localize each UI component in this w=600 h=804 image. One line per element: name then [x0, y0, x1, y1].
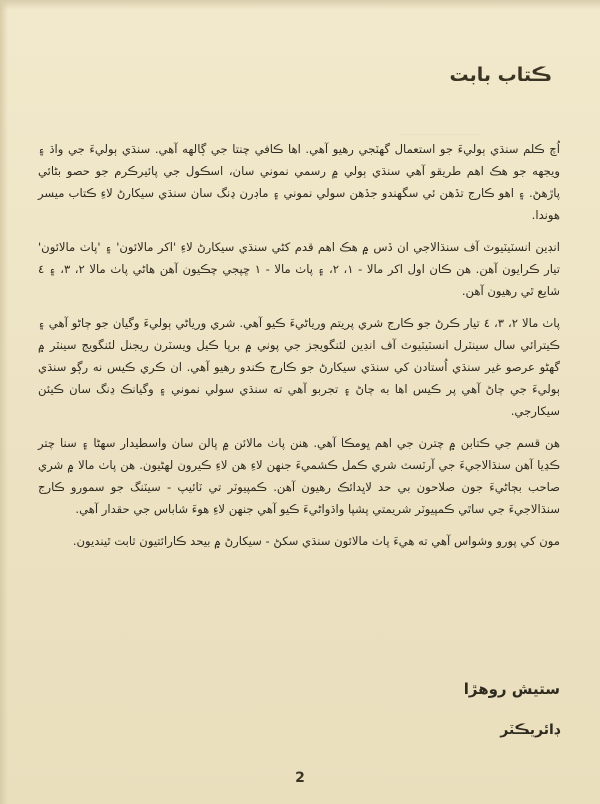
page-title: ڪتاب بابت: [449, 64, 552, 86]
scan-shadow-left: [0, 0, 8, 804]
signature-name: ستيش روهڙا: [463, 680, 560, 698]
paragraph-1: اُچ ڪلم سنڌي ٻوليءَ جو استعمال گهٽجي رهيو آهي. اها ڪافي چنتا جي ڳالهه آهي. سنڌي ٻوليءَ جي واڌ ۽ ويجهه جو هڪ اهم طريقو آهي سنڌي ٻولي ۾ رسمي نموني سان، اسڪول جي پائيرڪرم جو حصو بڻائي پاڙهڻ. ۽ اهو ڪارج تڏهن ئي سگهندو جڏهن سولي نموني ۽ ماڊرن ڍنگ سان سنڌي سيکارڻ لاءِ ڪتاب ميسر هوندا.: [38, 142, 560, 222]
paragraph-4: هن قسم جي ڪتابن ۾ چترن جي اهم ڀومڪا آهي. هنن پاٺ مالائن ۾ پالن سان واسطيدار سھڻا ۽ سنا چتر ڪڍيا آهن سنڌالاجيءَ جي آرٽسٽ شري ڪمل ڪشمي‌ءَ جنهن لاءِ هن لاءِ ڪيرون لهڻيون. هن پاٺ مالا ۾ شري صاحب بڄاڻيءَ جون صلاحون بي حد لاڀدائڪ رهيون آهن. ڪمپيوٽر تي ٽائيپ - سيٽنگ جو سمورو ڪارج سنڌالاجيءَ جي ساٿي ڪمپيوٽر شريمتي پشپا واڌواڻيءَ ڪيو آهي جنهن لاءِ هوءَ شاباس جي حقدار آهي.: [38, 436, 560, 516]
scan-shadow-top: [0, 0, 600, 10]
paragraph-5: مون کي پورو وشواس آهي ته هيءَ پاٺ مالائون سنڌي سکڻ - سيکارڻ ۾ بيحد ڪارائتيون ثابت ٿينديون.: [72, 534, 560, 548]
faint-bleed-through: [400, 112, 480, 135]
paragraph-3: پاٺ مالا ٢، ٣، ٤ تيار ڪرڻ جو ڪارج شري پريتم ورياڻيءَ ڪيو آهي. شري ورياڻي ٻوليءَ وگيان جو ڄاڻو آهي ۽ ڪيترائي سال سينٽرل انسٽيٽيوٽ آف انڊين لئنگويجز جي پوني ۾ برپا ڪيل ويسٽرن ريجنل لئنگويج سينٽر ۾ گهڻو عرصو غير سنڌي اُستادن کي سنڌي سيکارڻ جو ڪارج ڪندو رهيو آهي. ان ڪري ڪيس نه رڳو سنڌي ٻوليءَ جي ڄاڻ آهي پر ڪيس اها به ڄاڻ ۽ تجربو آهي ته سنڌي سولي نموني ۽ وگيانڪ ڍنگ سان ڪيئن سيکارجي.: [38, 316, 561, 418]
body-text: [38, 138, 560, 562]
page-number: 2: [295, 770, 305, 786]
paragraph-2: انڊين انسٽيٽيوٽ آف سنڌالاجي ان ڏس ۾ هڪ اهم قدم کڻي سنڌي سيکارڻ لاءِ 'اکر مالائون' ۽ 'پاٺ مالائون' تيار ڪرايون آهن. هن ڪان اول اکر مالا - ١، ٢، ۽ پاٺ مالا - ١ ڇپجي چڪيون آهن هاڻي پاٺ مالا ٢، ٣، ۽ ٤ شايع ٿي رهيون آهن.: [38, 240, 560, 298]
signature-role: ڊائريڪٽر: [500, 722, 560, 738]
